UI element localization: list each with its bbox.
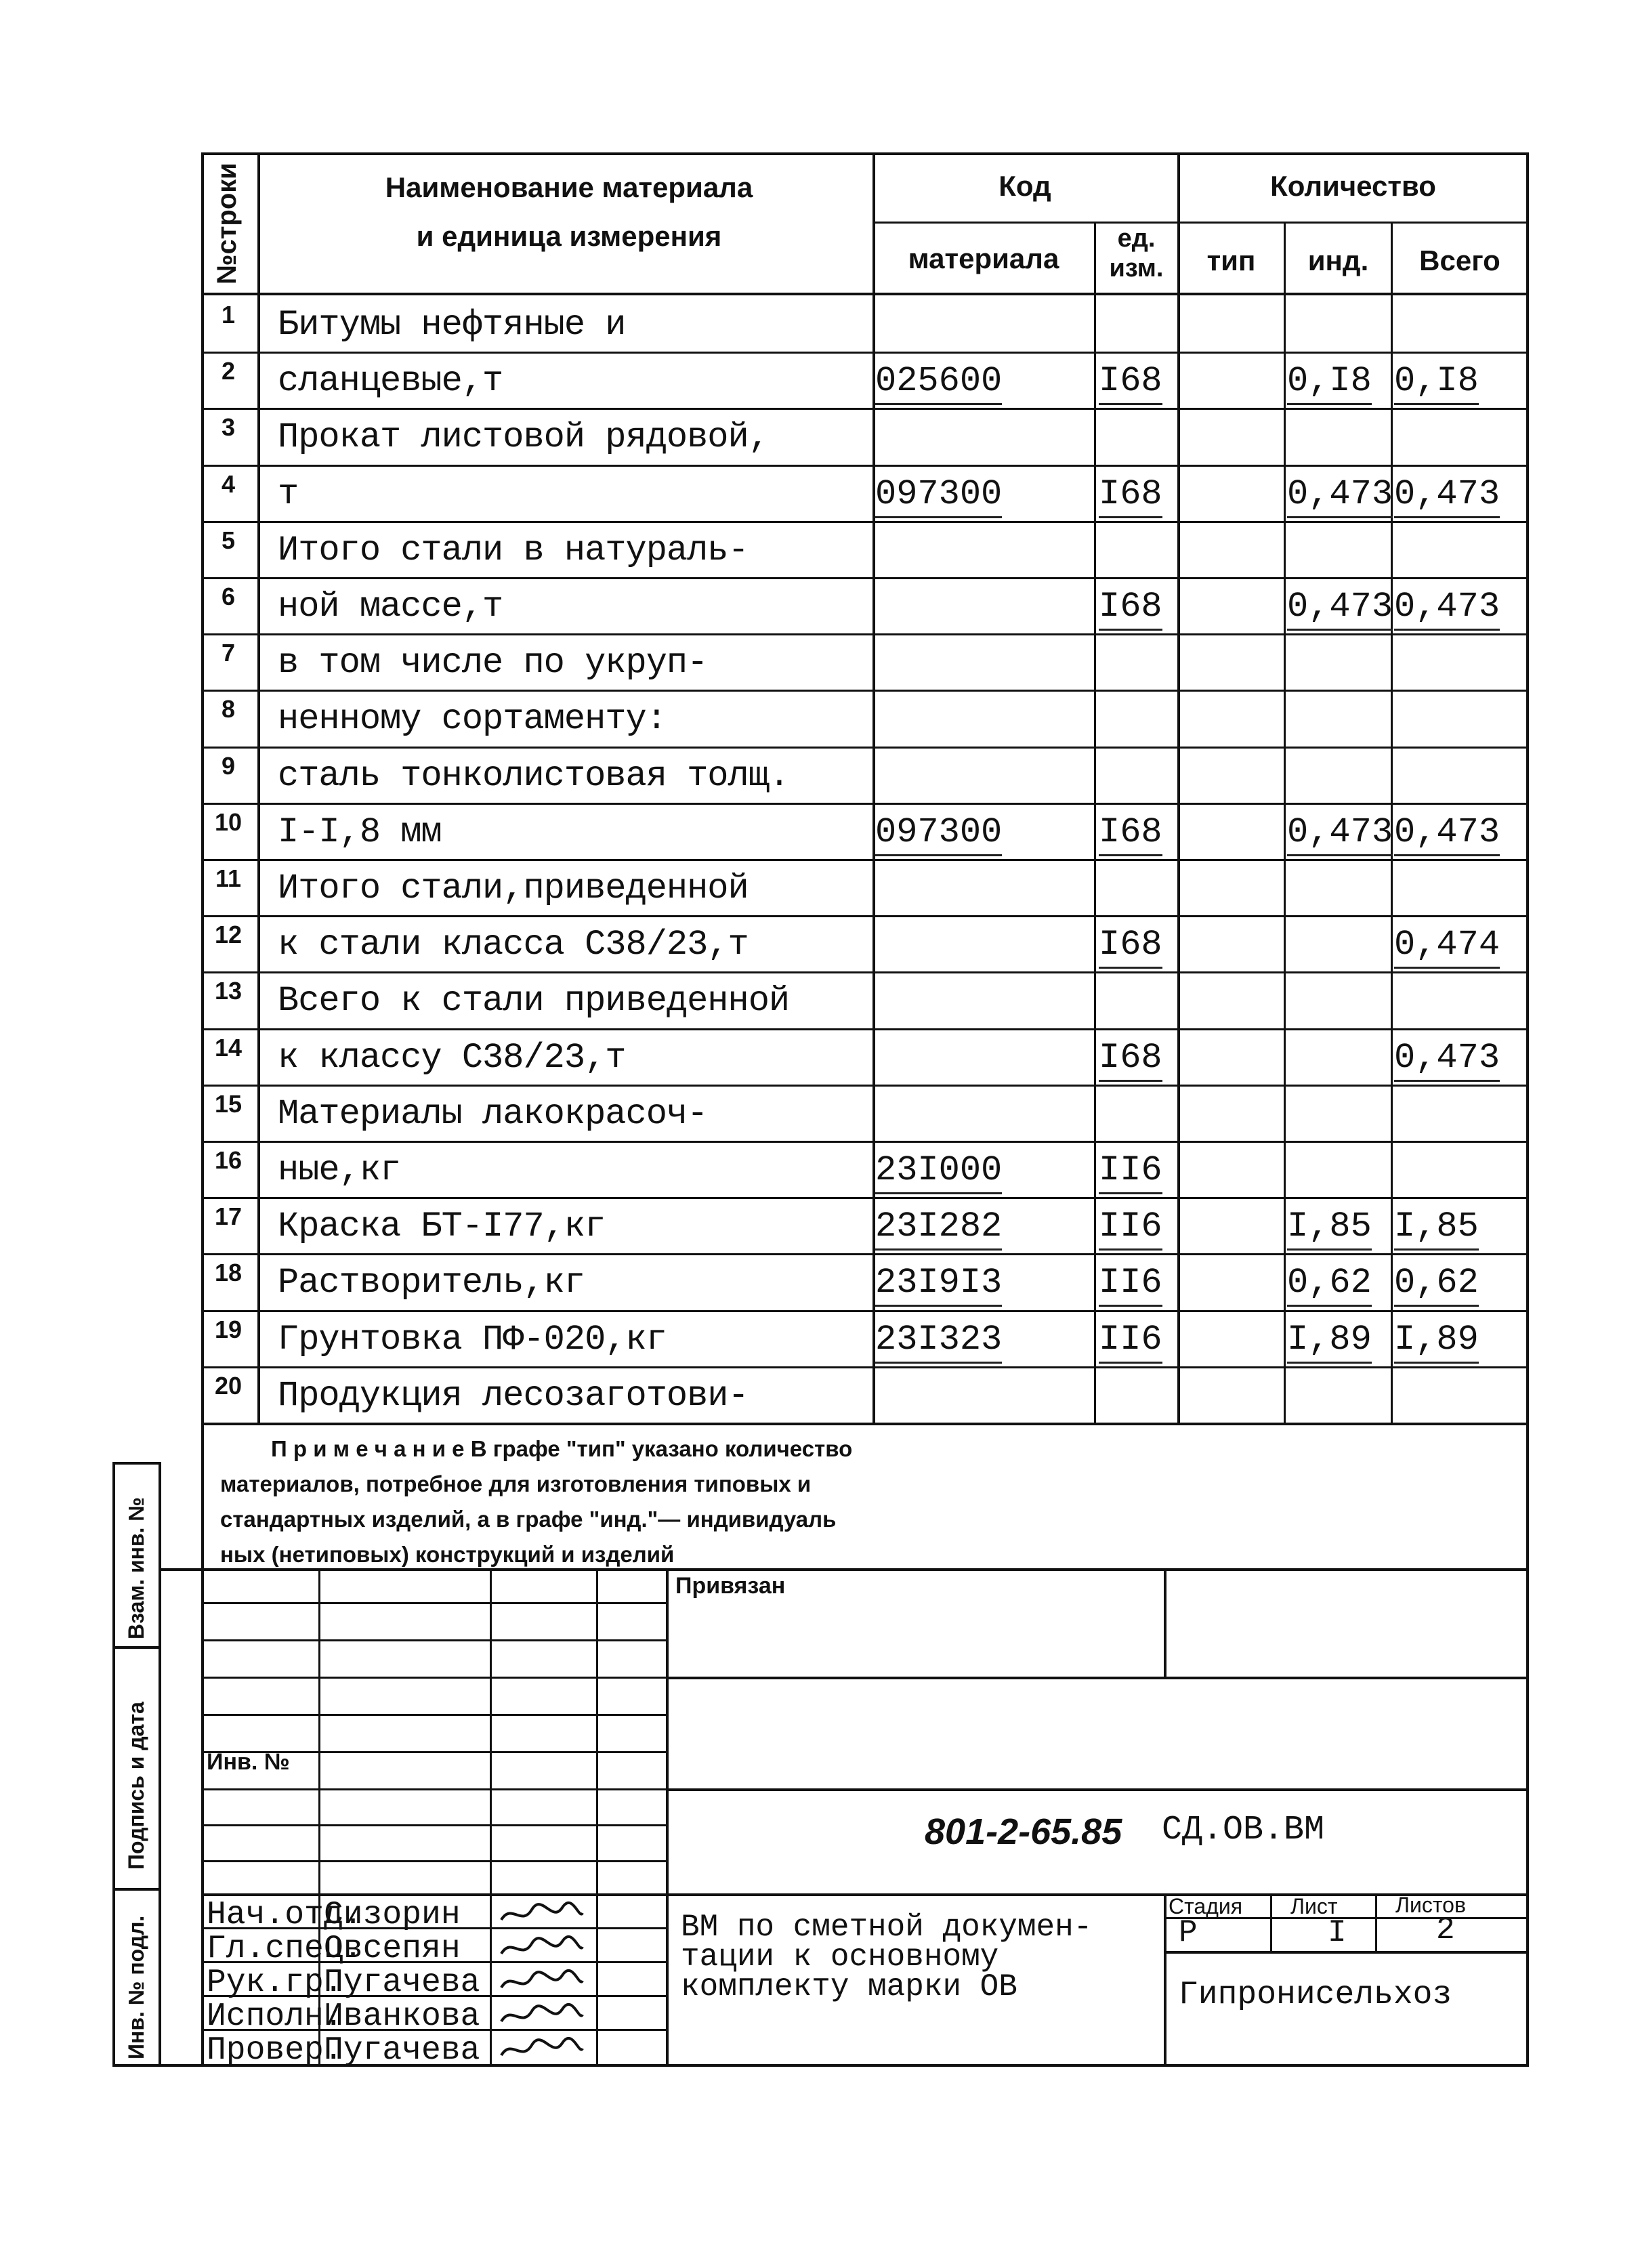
cell-code: 23I000 <box>875 1150 1002 1194</box>
sheets-value: 2 <box>1436 1912 1455 1948</box>
code-unit-header: ед. изм. <box>1109 224 1164 282</box>
cell-name: Растворитель,кг <box>278 1263 585 1303</box>
cell-total: 0,62 <box>1394 1263 1479 1307</box>
signature-role: Исполн. <box>207 1998 343 2035</box>
doc-number: 801-2-65.85 <box>925 1811 1122 1852</box>
cell-unit: I68 <box>1099 1038 1162 1082</box>
row-number: 5 <box>221 526 236 554</box>
cell-name: ной массе,т <box>278 587 503 627</box>
cell-ind: 0,473 <box>1287 587 1393 631</box>
handwritten-signature <box>498 1899 586 1928</box>
cell-name: ненному сортаменту: <box>278 699 667 739</box>
row-number: 11 <box>215 864 242 892</box>
row-number: 15 <box>214 1090 243 1118</box>
cell-ind: I,85 <box>1287 1206 1372 1251</box>
row-number: 16 <box>214 1146 243 1174</box>
row-number: 8 <box>221 695 236 723</box>
cell-code: 097300 <box>875 812 1002 856</box>
handwritten-signature <box>498 2035 586 2063</box>
cell-total: 0,I8 <box>1394 361 1479 405</box>
sheet-label: Лист <box>1290 1894 1338 1918</box>
row-number: 7 <box>221 639 236 667</box>
cell-total: 0,473 <box>1394 587 1500 631</box>
row-number: 14 <box>214 1034 243 1062</box>
cell-name: сланцевые,т <box>278 361 503 401</box>
signature-role: Рук.гр. <box>207 1965 343 2001</box>
cell-unit: I68 <box>1099 474 1162 518</box>
row-number-header: №строки <box>212 163 242 285</box>
cell-ind: 0,62 <box>1287 1263 1372 1307</box>
row-number: 17 <box>214 1202 243 1230</box>
cell-unit: I68 <box>1099 925 1162 969</box>
stage-label: Стадия <box>1169 1894 1243 1918</box>
cell-name: Материалы лакокрасоч- <box>278 1094 708 1134</box>
signature-name: Овсепян <box>324 1931 461 1967</box>
cell-total: 0,474 <box>1394 925 1500 969</box>
signature-role: Гл.спец. <box>207 1931 363 1967</box>
cell-ind: I,89 <box>1287 1320 1372 1364</box>
cell-name: ные,кг <box>278 1150 401 1190</box>
qty-type-header: тип <box>1206 245 1256 276</box>
cell-total: 0,473 <box>1394 1038 1500 1082</box>
cell-name: Итого стали в натураль- <box>278 530 749 570</box>
cell-code: 23I323 <box>875 1320 1002 1364</box>
signature-role: Нач.отд. <box>207 1897 363 1933</box>
handwritten-signature <box>498 2001 586 2030</box>
note-line-4: ных (нетиповых) конструкций и изделий <box>220 1542 675 1567</box>
row-number: 2 <box>221 357 236 385</box>
row-number: 13 <box>214 977 243 1005</box>
row-number: 10 <box>214 808 243 836</box>
handwritten-signature <box>498 1967 586 1996</box>
cell-total: I,85 <box>1394 1206 1479 1251</box>
cell-name: к стали класса С38/23,т <box>278 925 749 965</box>
cell-unit: II6 <box>1099 1320 1162 1364</box>
row-number: 3 <box>221 413 236 441</box>
vzam-inv-label: Взам. инв. № <box>124 1497 148 1639</box>
row-number: 6 <box>221 583 236 610</box>
inv-no-label: Инв. № <box>207 1749 290 1775</box>
cell-name: Грунтовка ПФ-020,кг <box>278 1320 667 1360</box>
privyazan-label: Привязан <box>675 1573 786 1599</box>
cell-code: 025600 <box>875 361 1002 405</box>
cell-unit: I68 <box>1099 812 1162 856</box>
title-line-2: тации к основному <box>681 1939 999 1975</box>
cell-name: Краска БТ-I77,кг <box>278 1206 606 1246</box>
signature-name: Пугачева <box>324 1965 480 2001</box>
cell-code: 23I282 <box>875 1206 1002 1251</box>
cell-unit: II6 <box>1099 1263 1162 1307</box>
signature-role: Провер. <box>207 2032 343 2069</box>
cell-unit: I68 <box>1099 587 1162 631</box>
signature-name: Сизорин <box>324 1897 461 1933</box>
cell-total: 0,473 <box>1394 812 1500 856</box>
note-line-3: стандартных изделий, а в графе "инд."— индивидуаль <box>220 1507 837 1532</box>
row-number: 18 <box>214 1259 243 1286</box>
cell-ind: 0,473 <box>1287 812 1393 856</box>
quantity-header: Количество <box>1270 170 1436 202</box>
title-line-3: комплекту марки ОВ <box>681 1969 1017 2004</box>
code-material-header: материала <box>908 243 1059 274</box>
row-number: 4 <box>221 470 236 498</box>
handwritten-signature <box>498 1933 586 1962</box>
cell-unit: II6 <box>1099 1150 1162 1194</box>
podpis-data-label: Подпись и дата <box>124 1702 148 1870</box>
qty-total-header: Всего <box>1419 245 1500 276</box>
cell-name: т <box>278 474 299 514</box>
name-header: Наименование материала <box>385 171 753 203</box>
cell-name: Прокат листовой рядовой, <box>278 417 769 457</box>
cell-code: 23I9I3 <box>875 1263 1002 1307</box>
row-number: 19 <box>214 1316 243 1343</box>
cell-total: I,89 <box>1394 1320 1479 1364</box>
row-number: 9 <box>221 752 236 780</box>
cell-name: в том числе по укруп- <box>278 643 708 683</box>
cell-name: Продукция лесозаготови- <box>278 1376 749 1416</box>
title-line-1: ВМ по сметной докумен- <box>681 1910 1093 1945</box>
row-number: 12 <box>214 921 243 948</box>
sheet-value: I <box>1328 1915 1347 1950</box>
cell-name: к классу С38/23,т <box>278 1038 626 1078</box>
note-line-2: материалов, потребное для изготовления типовых и <box>220 1471 812 1496</box>
qty-ind-header: инд. <box>1307 245 1369 276</box>
cell-name: сталь тонколистовая толщ. <box>278 756 790 796</box>
note-line-1: П р и м е ч а н и е В графе "тип" указано количество <box>271 1436 853 1461</box>
code-header: Код <box>998 170 1051 202</box>
row-number: 1 <box>221 301 236 329</box>
cell-ind: 0,I8 <box>1287 361 1372 405</box>
cell-total: 0,473 <box>1394 474 1500 518</box>
cell-unit: II6 <box>1099 1206 1162 1251</box>
doc-code: СД.ОВ.ВМ <box>1162 1811 1325 1849</box>
cell-name: I-I,8 мм <box>278 812 442 852</box>
signature-name: Иванкова <box>324 1998 480 2035</box>
cell-name: Всего к стали приведенной <box>278 981 790 1021</box>
inv-podl-label: Инв. № подл. <box>124 1915 148 2059</box>
cell-code: 097300 <box>875 474 1002 518</box>
signature-name: Пугачева <box>324 2032 480 2069</box>
stage-value: Р <box>1179 1915 1198 1950</box>
cell-unit: I68 <box>1099 361 1162 405</box>
row-number: 20 <box>214 1372 243 1400</box>
name-header-2: и единица измерения <box>416 220 722 252</box>
organization: Гипронисельхоз <box>1179 1977 1452 2013</box>
cell-ind: 0,473 <box>1287 474 1393 518</box>
cell-name: Итого стали,приведенной <box>278 868 749 908</box>
sheets-label: Листов <box>1395 1893 1466 1917</box>
cell-name: Битумы нефтяные и <box>278 305 626 345</box>
